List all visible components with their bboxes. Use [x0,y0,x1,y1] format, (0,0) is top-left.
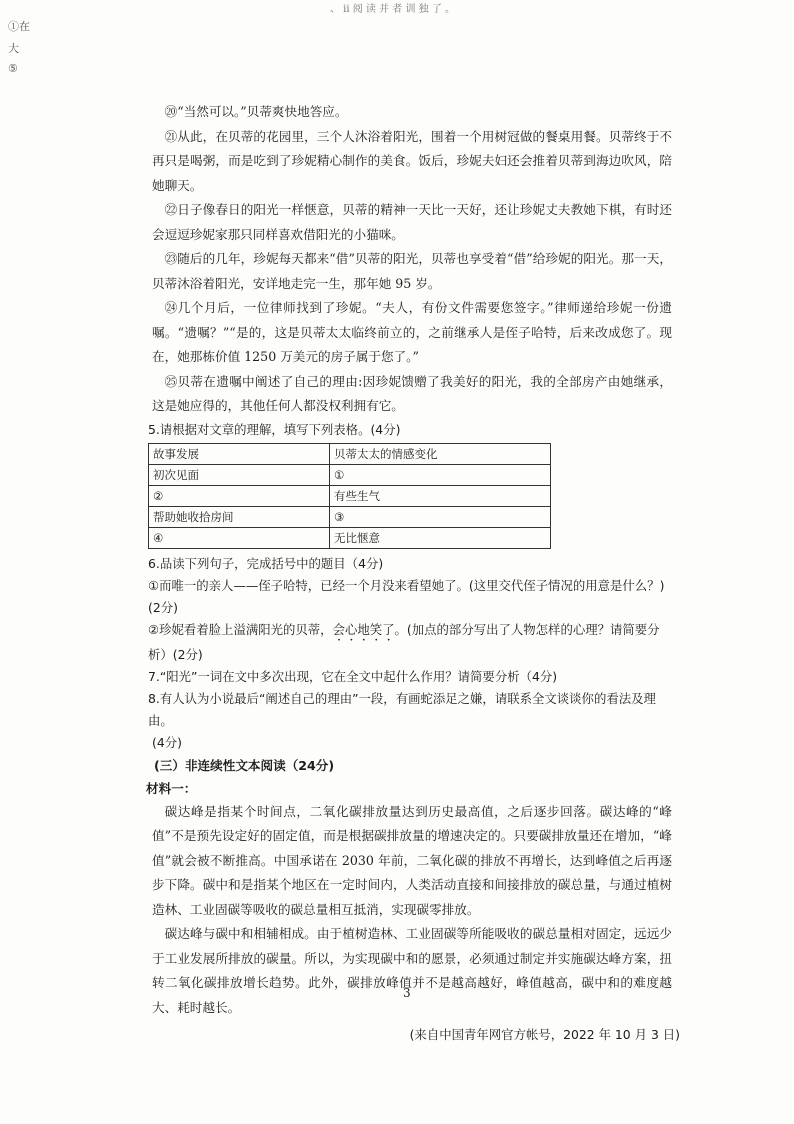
table-cell: ③ [330,506,551,527]
section-3-title: (三）非连续性文本阅读（24分) [154,757,335,773]
table-cell: 初次见面 [149,464,330,485]
paragraph-23: ㉓随后的几年，珍妮每天都来“借”贝蒂的阳光，贝蒂也享受着“借”给珍妮的阳光。那一天，贝蒂沐浴着阳光，安详地走完一生，那年她 95 岁。 [152,251,672,291]
table-cell: ④ [149,527,330,548]
table-cell: 有些生气 [330,485,551,506]
paragraph-24: ㉔几个月后，一位律师找到了珍妮。“夫人，有份文件需要您签字。”律师递给珍妮一份遗嘱。“遗嘱？”“是的，这是贝蒂太太临终前立的，之前继承人是侄子哈特，后来改成您了。现在，她那栋价值 1250 万美元的房子属于您了。” [152,300,672,364]
margin-note-3: ⑤ [8,62,18,75]
paragraph-22: ㉒日子像春日的阳光一样惬意，贝蒂的精神一天比一天好，还让珍妮丈夫教她下棋，有时还会逗逗珍妮家那只同样喜欢借阳光的小猫咪。 [152,202,672,242]
table-cell: 无比惬意 [330,527,551,548]
paragraph-20: ⑳“当然可以。”贝蒂爽快地答应。 [164,104,348,119]
question-6-item-2 [148,619,672,666]
table-cell: ② [149,485,330,506]
table-header-cell: 贝蒂太太的情感变化 [330,443,551,464]
main-content [146,100,680,1048]
question-8: 8.有人认为小说最后“阐述自己的理由”一段，有画蛇添足之嫌，请联系全文谈谈你的看法及理由。 [148,690,656,728]
margin-note-2: 大 [8,42,19,55]
page-number: 3 [403,986,411,1000]
table-row [149,485,551,506]
question-6-prompt: 6.品读下列句子，完成括号中的题目（4分) [148,555,384,571]
table-row [149,527,551,548]
table-header-cell: 故事发展 [149,443,330,464]
q6-item2-before: ②珍妮看着脸上溢满阳光的贝蒂， [148,621,333,637]
table-cell: 帮助她收拾房间 [149,506,330,527]
question-8-score: (4分) [152,734,182,750]
margin-note-1: ①在 [8,20,30,33]
paragraph-25: ㉕贝蒂在遗嘱中阐述了自己的理由:因珍妮馈赠了我美好的阳光，我的全部房产由她继承，这是她应得的，其他任何人都没权利拥有它。 [152,373,672,413]
top-cut-text: 、 ii 阅 读 并 者 训 独 了 。 [330,4,456,15]
question-6-item-1: ①而唯一的亲人——侄子哈特，已经一个月没来看望她了。(这里交代侄子情况的用意是什么？)(2分) [148,577,665,615]
material-1-paragraph-2: 碳达峰与碳中和相辅相成。由于植树造林、工业固碳等所能吸收的碳总量相对固定，远远少于工业发展所排放的碳量。所以，为实现碳中和的愿景，必须通过制定并实施碳达峰方案，扭转二氧化碳排放增长趋势。此外，碳排放峰值并不是越高越好，峰值越高，碳中和的难度越大、耗时越长。 [152,926,672,1015]
question-5-prompt: 5.请根据对文章的理解，填写下列表格。(4分) [148,421,401,437]
material-1-paragraph-1: 碳达峰是指某个时间点，二氧化碳排放量达到历史最高值，之后逐步回落。碳达峰的“峰值”不是预先设定好的固定值，而是根据碳排放量的增速决定的。只要碳排放量还在增加，“峰值”就会被不断推高。中国承诺在 2030 年前，二氧化碳的排放不再增长，达到峰值之后再逐步下降。碳中和是指某个地区在一定时间内，人类活动直接和间接排放的碳总量，与通过植树造林、工业固碳等吸收的碳总量相互抵消，实现碳零排放。 [152,803,672,917]
table-header-row [149,443,551,464]
table-row [149,506,551,527]
emotion-table [148,443,551,549]
table-cell: ① [330,464,551,485]
question-7: 7.“阳光”一词在文中多次出现，它在全文中起什么作用？请简要分析（4分) [148,668,558,684]
q6-item2-after: 。(加点的部分写出了人物怎样的心理？请简要分析）(2分) [148,621,660,662]
material-1-label: 材料一： [146,780,197,796]
source-citation: (来自中国青年网官方帐号，2022 年 10 月 3 日) [409,1027,680,1042]
paragraph-21: ㉑从此，在贝蒂的花园里，三个人沐浴着阳光，围着一个用树冠做的餐桌用餐。贝蒂终于不再只是喝粥，而是吃到了珍妮精心制作的美食。饭后，珍妮夫妇还会推着贝蒂到海边吹风，陪她聊天。 [152,128,672,193]
dotted-phrase: 会心地笑了 [332,621,395,637]
table-row [149,464,551,485]
